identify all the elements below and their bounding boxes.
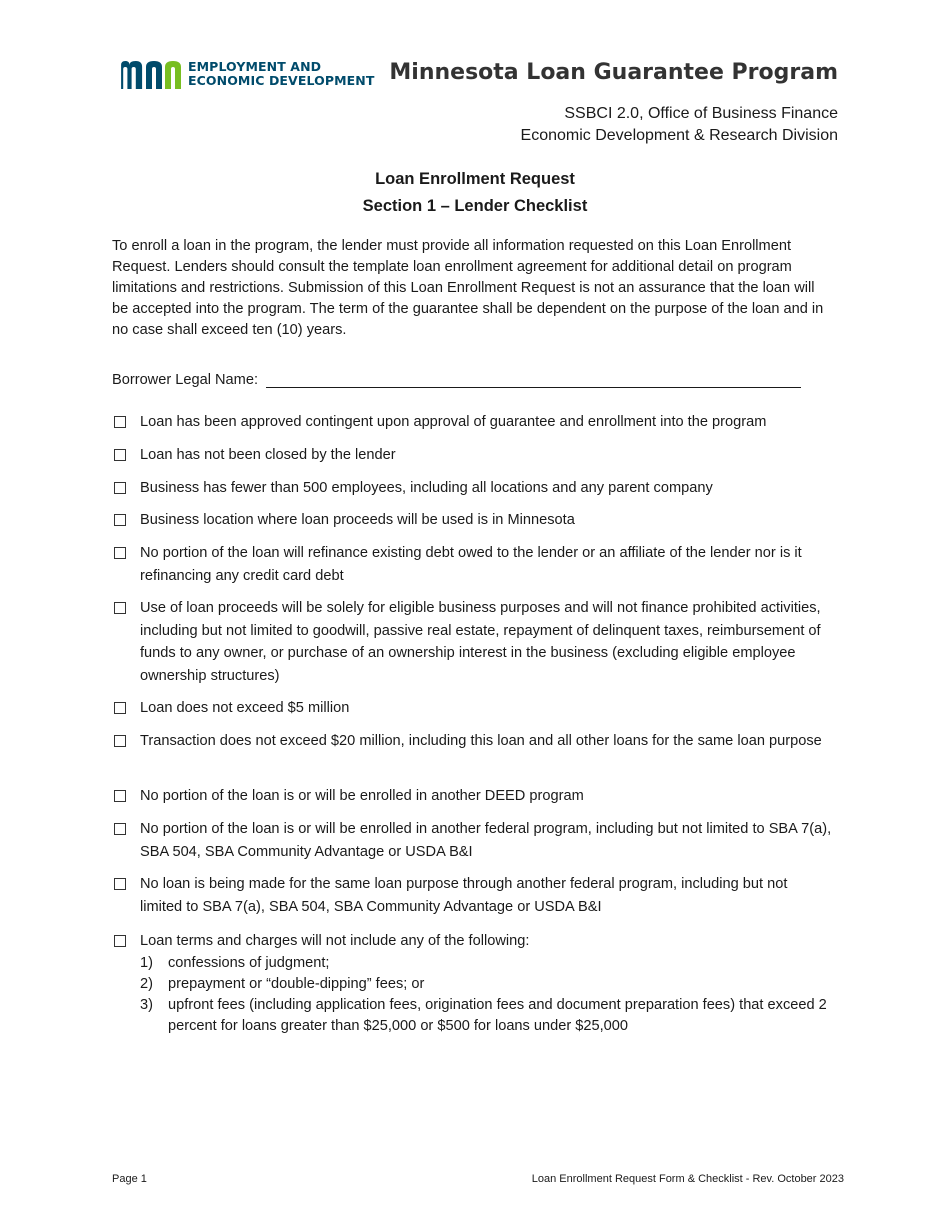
checklist-item xyxy=(112,411,842,434)
checklist-item-label: Loan has been approved contingent upon approval of guarantee and enrollment into the program xyxy=(140,414,767,430)
program-title: Minnesota Loan Guarantee Program xyxy=(389,60,838,85)
checklist-item xyxy=(112,597,837,687)
checklist-item-charges xyxy=(140,930,832,1037)
checkbox[interactable] xyxy=(114,790,126,802)
list-number: 1) xyxy=(140,954,153,971)
checkbox[interactable] xyxy=(114,735,126,747)
borrower-label: Borrower Legal Name: xyxy=(112,372,259,388)
checklist-item xyxy=(112,785,842,808)
checkbox[interactable] xyxy=(114,823,126,835)
checkbox[interactable] xyxy=(114,416,126,428)
checklist-item xyxy=(112,873,827,918)
checkbox[interactable] xyxy=(114,702,126,714)
mn-logo-icon xyxy=(119,57,183,91)
checkbox[interactable] xyxy=(114,878,126,890)
logo-line-1: EMPLOYMENT AND xyxy=(188,59,322,74)
checkbox[interactable] xyxy=(114,482,126,494)
checklist-item xyxy=(112,477,842,500)
list-item-text: confessions of judgment; xyxy=(168,954,330,971)
checklist-item xyxy=(112,697,842,720)
checklist-item-label: Use of loan proceeds will be solely for eligible business purposes and will not finance prohibited activities, including but not limited to goodwill, passive real estate, repayment of delinquent taxes, reimbursement of funds to any owner, or purchase of an ownership interest in the business (excluding eligible employee ownership structures) xyxy=(140,600,821,684)
office-subheading xyxy=(521,103,838,147)
checklist-item-label: Business location where loan proceeds will be used is in Minnesota xyxy=(140,512,575,528)
form-title xyxy=(0,166,950,220)
list-item xyxy=(140,995,832,1037)
checkbox[interactable] xyxy=(114,602,126,614)
checklist-item xyxy=(112,730,832,753)
page-number: Page 1 xyxy=(112,1173,147,1185)
checklist-item xyxy=(112,818,840,863)
checklist-item-label: No portion of the loan is or will be enrolled in another DEED program xyxy=(140,788,584,804)
checklist-item xyxy=(112,930,832,1037)
borrower-field xyxy=(112,370,801,388)
checklist-item xyxy=(112,509,842,532)
footer-form-id: Loan Enrollment Request Form & Checklist - Rev. October 2023 xyxy=(531,1173,844,1185)
checkbox[interactable] xyxy=(114,514,126,526)
checkbox[interactable] xyxy=(114,935,126,947)
list-item xyxy=(140,953,832,974)
checkbox[interactable] xyxy=(114,449,126,461)
list-number: 3) xyxy=(140,996,153,1013)
logo-line-2: ECONOMIC DEVELOPMENT xyxy=(188,73,375,88)
list-item xyxy=(140,974,832,995)
checkbox[interactable] xyxy=(114,547,126,559)
checklist-item-label: No loan is being made for the same loan purpose through another federal program, including but not limited to SBA 7(a), SBA 504, SBA Community Advantage or USDA B&I xyxy=(140,876,788,915)
checklist-item-label: No portion of the loan will refinance existing debt owed to the lender or an affiliate of the lender nor is it refinancing any credit card debt xyxy=(140,545,802,584)
checklist-item-label: Loan has not been closed by the lender xyxy=(140,447,396,463)
form-title-line-1: Loan Enrollment Request xyxy=(375,170,575,188)
checklist-item-label: Business has fewer than 500 employees, including all locations and any parent company xyxy=(140,480,713,496)
division-line: Economic Development & Research Division xyxy=(520,127,838,144)
list-item-text: prepayment or “double-dipping” fees; or xyxy=(168,975,425,992)
form-title-line-2: Section 1 – Lender Checklist xyxy=(362,197,588,215)
intro-paragraph: To enroll a loan in the program, the lender must provide all information requested on this Loan Enrollment Request. Lenders should consult the template loan enrollment agreement for additional detail on program limitations and restrictions. Submission of this Loan Enrollment Request is not an assurance that the loan will be accepted into the program. The term of the guarantee shall be dependent on the purpose of the loan and in no case shall exceed ten (10) years. xyxy=(112,238,824,338)
list-item-text: upfront fees (including application fees, origination fees and document preparation fees) that exceed 2 percent for loans greater than $25,000 or $500 for loans under $25,000 xyxy=(168,996,827,1034)
office-line: SSBCI 2.0, Office of Business Finance xyxy=(564,105,838,122)
checklist-item-label: Transaction does not exceed $20 million, including this loan and all other loans for the same loan purpose xyxy=(140,733,822,749)
checklist-item-label: No portion of the loan is or will be enrolled in another federal program, including but not limited to SBA 7(a), SBA 504, SBA Community Advantage or USDA B&I xyxy=(140,821,832,860)
checklist-item-label: Loan does not exceed $5 million xyxy=(140,700,350,716)
list-number: 2) xyxy=(140,975,153,992)
checklist-item-label: Loan terms and charges will not include any of the following: xyxy=(140,933,530,949)
borrower-name-input[interactable] xyxy=(266,370,801,388)
deed-logo xyxy=(119,57,374,91)
checklist-item xyxy=(112,444,842,467)
charges-sublist xyxy=(140,953,832,1037)
checklist-item xyxy=(112,542,812,587)
